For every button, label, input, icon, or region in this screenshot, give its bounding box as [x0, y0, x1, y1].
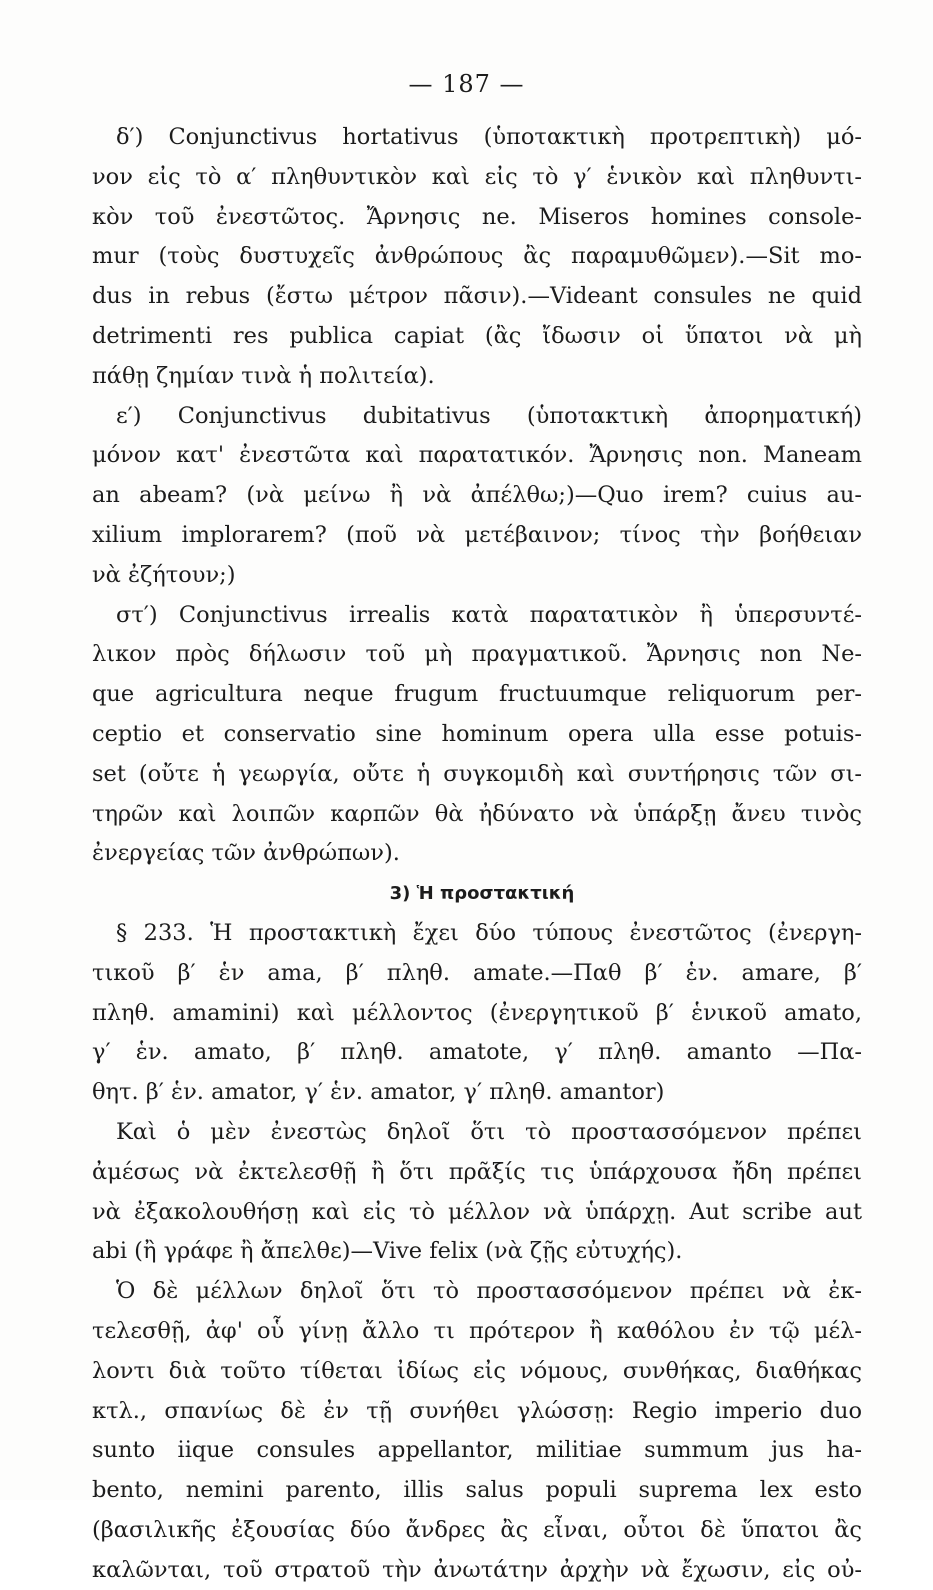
text-line: set (οὔτε ἡ γεωργία, οὔτε ἡ συγκομιδὴ καὶ συντήρησις τῶν σι-: [92, 760, 862, 787]
text-line: Καὶ ὁ μὲν ἐνεστὼς δηλοῖ ὅτι τὸ προστασσόμενον πρέπει: [116, 1118, 862, 1145]
section-conjunctive-uses: [92, 118, 862, 874]
text-line: (βασιλικῆς ἐξουσίας δύο ἄνδρες ἂς εἶναι, οὗτοι δὲ ὕπατοι ἂς: [92, 1516, 862, 1543]
text-line: πληθ. amamini) καὶ μέλλοντος (ἐνεργητικοῦ β′ ἑνικοῦ amato,: [92, 999, 862, 1026]
text-line: κτλ., σπανίως δὲ ἐν τῇ συνήθει γλώσσῃ: Regio imperio duo: [92, 1397, 862, 1424]
text-line: θητ. β′ ἑν. amator, γ′ ἑν. amator, γ′ πληθ. amantor): [92, 1079, 665, 1106]
text-line: λικον πρὸς δήλωσιν τοῦ μὴ πραγματικοῦ. Ἄρνησις non Ne-: [92, 641, 862, 668]
text-line: ceptio et conservatio sine hominum opera ulla esse potuis-: [92, 720, 862, 747]
text-line: γ′ ἑν. amato, β′ πληθ. amatote, γ′ πληθ. amanto —Πα-: [92, 1039, 862, 1066]
text-line: νὰ ἐξακολουθήσῃ καὶ εἰς τὸ μέλλον νὰ ὑπάρχῃ. Aut scribe aut: [92, 1198, 862, 1225]
text-line: ἐνεργείας τῶν ἀνθρώπων).: [92, 840, 400, 867]
text-line: τηρῶν καὶ λοιπῶν καρπῶν θὰ ἠδύνατο νὰ ὑπάρξῃ ἄνευ τινὸς: [92, 800, 862, 827]
text-line: καλῶνται, τοῦ στρατοῦ τὴν ἀνωτάτην ἀρχὴν νὰ ἔχωσιν, εἰς οὐ-: [92, 1556, 862, 1583]
section-imperative: [92, 914, 862, 1590]
text-line: abi (ἢ γράφε ἢ ἄπελθε)—Vive felix (νὰ ζῇς εὐτυχής).: [92, 1238, 683, 1265]
text-line: xilium implorarem? (ποῦ νὰ μετέβαινον; τίνος τὴν βοήθειαν: [92, 521, 862, 548]
text-line: τελεσθῇ, ἀφ' οὗ γίνῃ ἄλλο τι πρότερον ἢ καθόλου ἐν τῷ μέλ-: [92, 1317, 862, 1344]
text-line: νὰ ἐζήτουν;): [92, 561, 236, 588]
text-line: ἀμέσως νὰ ἐκτελεσθῇ ἢ ὅτι πρᾶξίς τις ὑπάρχουσα ἤδη πρέπει: [92, 1158, 862, 1185]
text-line: κὸν τοῦ ἐνεστῶτος. Ἄρνησις ne. Miseros homines console-: [92, 203, 862, 230]
text-line: μόνον κατ' ἐνεστῶτα καὶ παρατατικόν. Ἄρνησις non. Maneam: [92, 442, 862, 469]
text-line: νον εἰς τὸ α′ πληθυντικὸν καὶ εἰς τὸ γ′ ἑνικὸν καὶ πληθυντι-: [92, 163, 862, 190]
text-line: que agricultura neque frugum fructuumque reliquorum per-: [92, 681, 862, 708]
text-line: πάθῃ ζημίαν τινὰ ἡ πολιτεία).: [92, 362, 435, 389]
text-line: detrimenti res publica capiat (ἂς ἴδωσιν οἱ ὕπατοι νὰ μὴ: [92, 322, 862, 349]
text-line: λοντι διὰ τοῦτο τίθεται ἰδίως εἰς νόμους, συνθήκας, διαθήκας: [92, 1357, 862, 1384]
text-line: ε′) Conjunctivus dubitativus (ὑποτακτικὴ ἀπορηματική): [116, 402, 862, 429]
text-line: bento, nemini parento, illis salus populi suprema lex esto: [92, 1477, 862, 1504]
section-heading: 3) Ἡ προστακτική: [389, 883, 575, 905]
text-line: an abeam? (νὰ μείνω ἢ νὰ ἀπέλθω;)—Quo irem? cuius au-: [92, 482, 862, 509]
text-line: στ′) Conjunctivus irrealis κατὰ παρατατικὸν ἢ ὑπερσυντέ-: [116, 601, 862, 628]
page-number: — 187 —: [408, 70, 525, 98]
body-text: [92, 118, 862, 1590]
text-line: sunto iique consules appellantor, militiae summum jus ha-: [92, 1437, 862, 1464]
text-line: τικοῦ β′ ἑν ama, β′ πληθ. amate.—Παθ β′ ἑν. amare, β′: [92, 959, 862, 986]
text-line: Ὁ δὲ μέλλων δηλοῖ ὅτι τὸ προστασσόμενον πρέπει νὰ ἐκ-: [116, 1278, 862, 1305]
text-line: mur (τοὺς δυστυχεῖς ἀνθρώπους ἂς παραμυθῶμεν).—Sit mo-: [92, 243, 862, 270]
text-line: § 233. Ἡ προστακτικὴ ἔχει δύο τύπους ἐνεστῶτος (ἐνεργη-: [116, 919, 862, 946]
text-line: dus in rebus (ἔστω μέτρον πᾶσιν).—Videant consules ne quid: [92, 283, 862, 310]
text-line: δ′) Conjunctivus hortativus (ὑποτακτικὴ προτρεπτικὴ) μό-: [116, 124, 862, 150]
